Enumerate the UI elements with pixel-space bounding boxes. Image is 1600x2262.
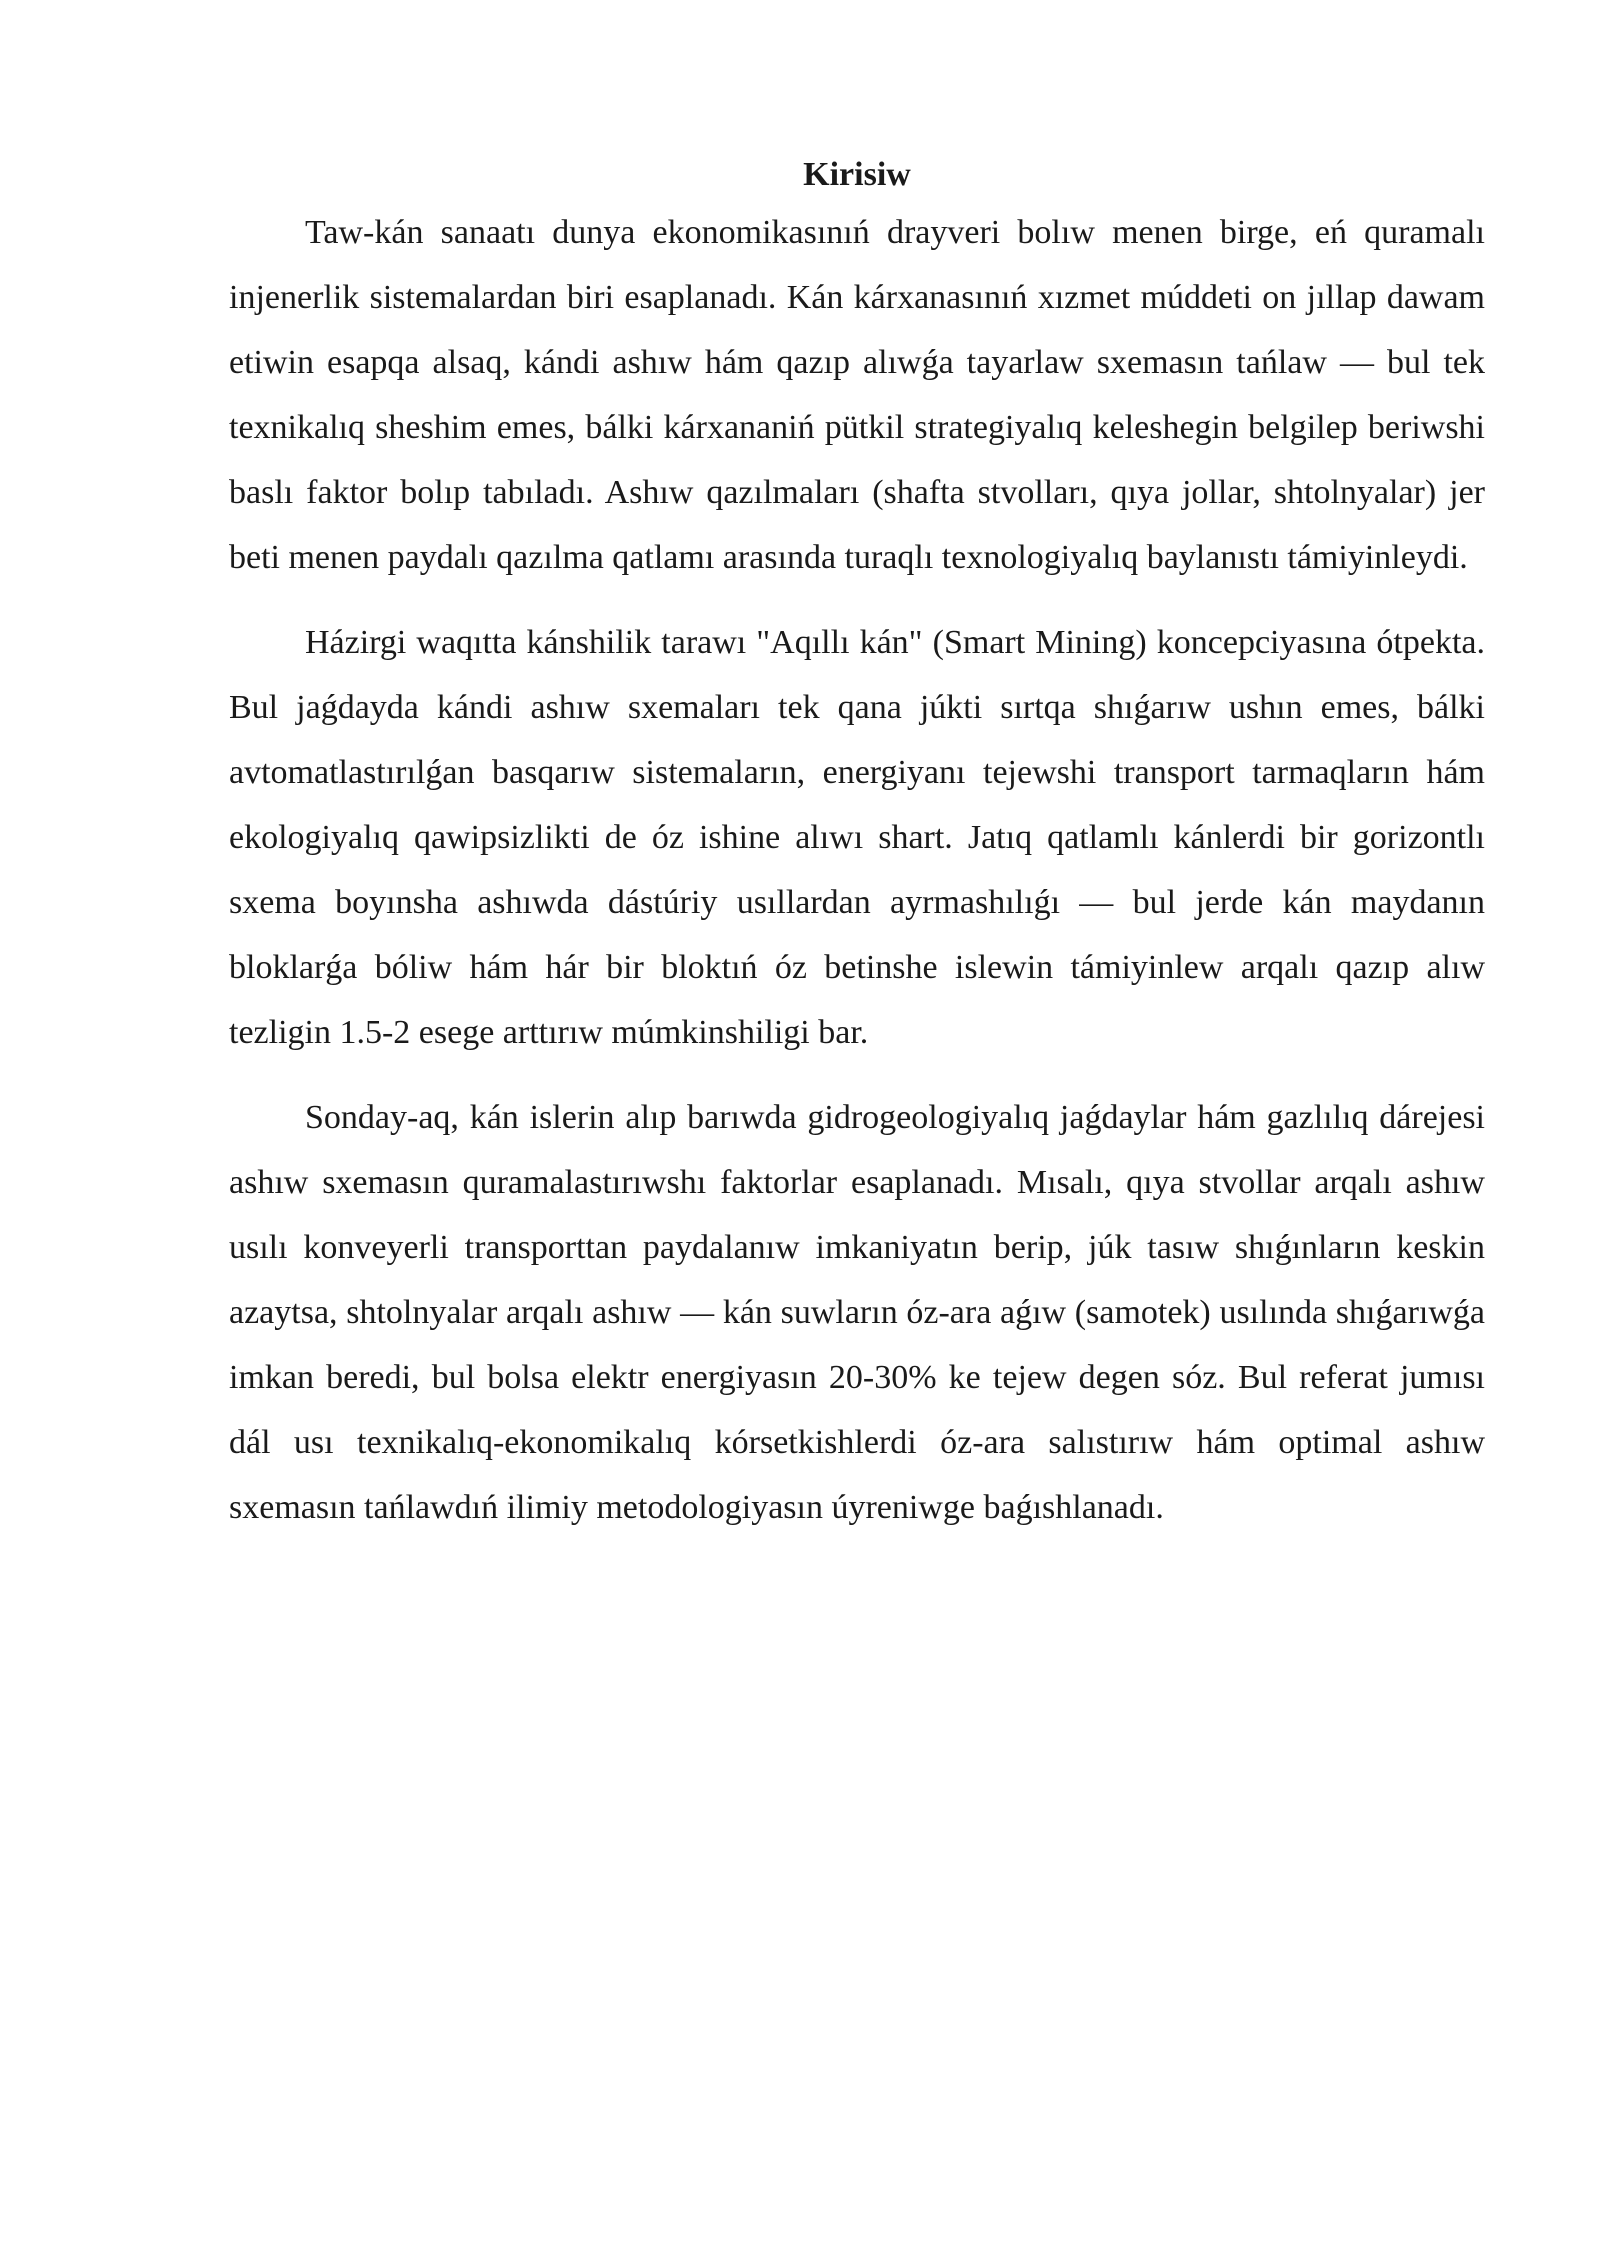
paragraph-2: Házirgi waqıtta kánshilik tarawı "Aqıllı kán" (Smart Mining) koncepciyasına ótpekta. Bul jaǵdayda kándi ashıw sxemaları tek qana júkti sırtqa shıǵarıw ushın emes, bálki avtomatlastırılǵan basqarıw sistemaların, energiyanı tejewshi transport tarmaqların hám ekologiyalıq qawipsizlikti de óz ishine alıwı shart. Jatıq qatlamlı kánlerdi bir gorizontlı sxema boyınsha ashıwda dástúriy usıllardan ayrmashılıǵı — bul jerde kán maydanın bloklarǵa bóliw hám hár bir bloktıń óz betinshe islewin támiyinlew arqalı qazıp alıw tezligin 1.5-2 esege arttırıw múmkinshiligi bar. (229, 624, 1485, 1051)
paragraph-1: Taw-kán sanaatı dunya ekonomikasınıń drayveri bolıw menen birge, eń quramalı injenerlik sistemalardan biri esaplanadı. Kán kárxanasınıń xızmet múddeti on jıllap dawam etiwin esapqa alsaq, kándi ashıw hám qazıp alıwǵa tayarlaw sxemasın tańlaw — bul tek texnikalıq sheshim emes, bálki kárxananiń pütkil strategiyalıq keleshegin belgilep beriwshi baslı faktor bolıp tabıladı. Ashıw qazılmaları (shafta stvolları, qıya jollar, shtolnyalar) jer beti menen paydalı qazılma qatlamı arasında turaqlı texnologiyalıq baylanıstı támiyinleydi. (229, 214, 1485, 576)
paragraph-3: Sonday-aq, kán islerin alıp barıwda gidrogeologiyalıq jaǵdaylar hám gazlılıq dárejesi ashıw sxemasın quramalastırıwshı faktorlar esaplanadı. Mısalı, qıya stvollar arqalı ashıw usılı konveyerli transporttan paydalanıw imkaniyatın berip, júk tasıw shıǵınların keskin azaytsa, shtolnyalar arqalı ashıw — kán suwların óz-ara aǵıw (samotek) usılında shıǵarıwǵa imkan beredi, bul bolsa elektr energiyasın 20-30% ke tejew degen sóz. Bul referat jumısı dál usı texnikalıq-ekonomikalıq kórsetkishlerdi óz-ara salıstırıw hám optimal ashıw sxemasın tańlawdıń ilimiy metodologiyasın úyreniwge baǵıshlanadı. (229, 1099, 1485, 1526)
document-body (229, 150, 1485, 1540)
page-title: Kirisiw (803, 156, 911, 193)
